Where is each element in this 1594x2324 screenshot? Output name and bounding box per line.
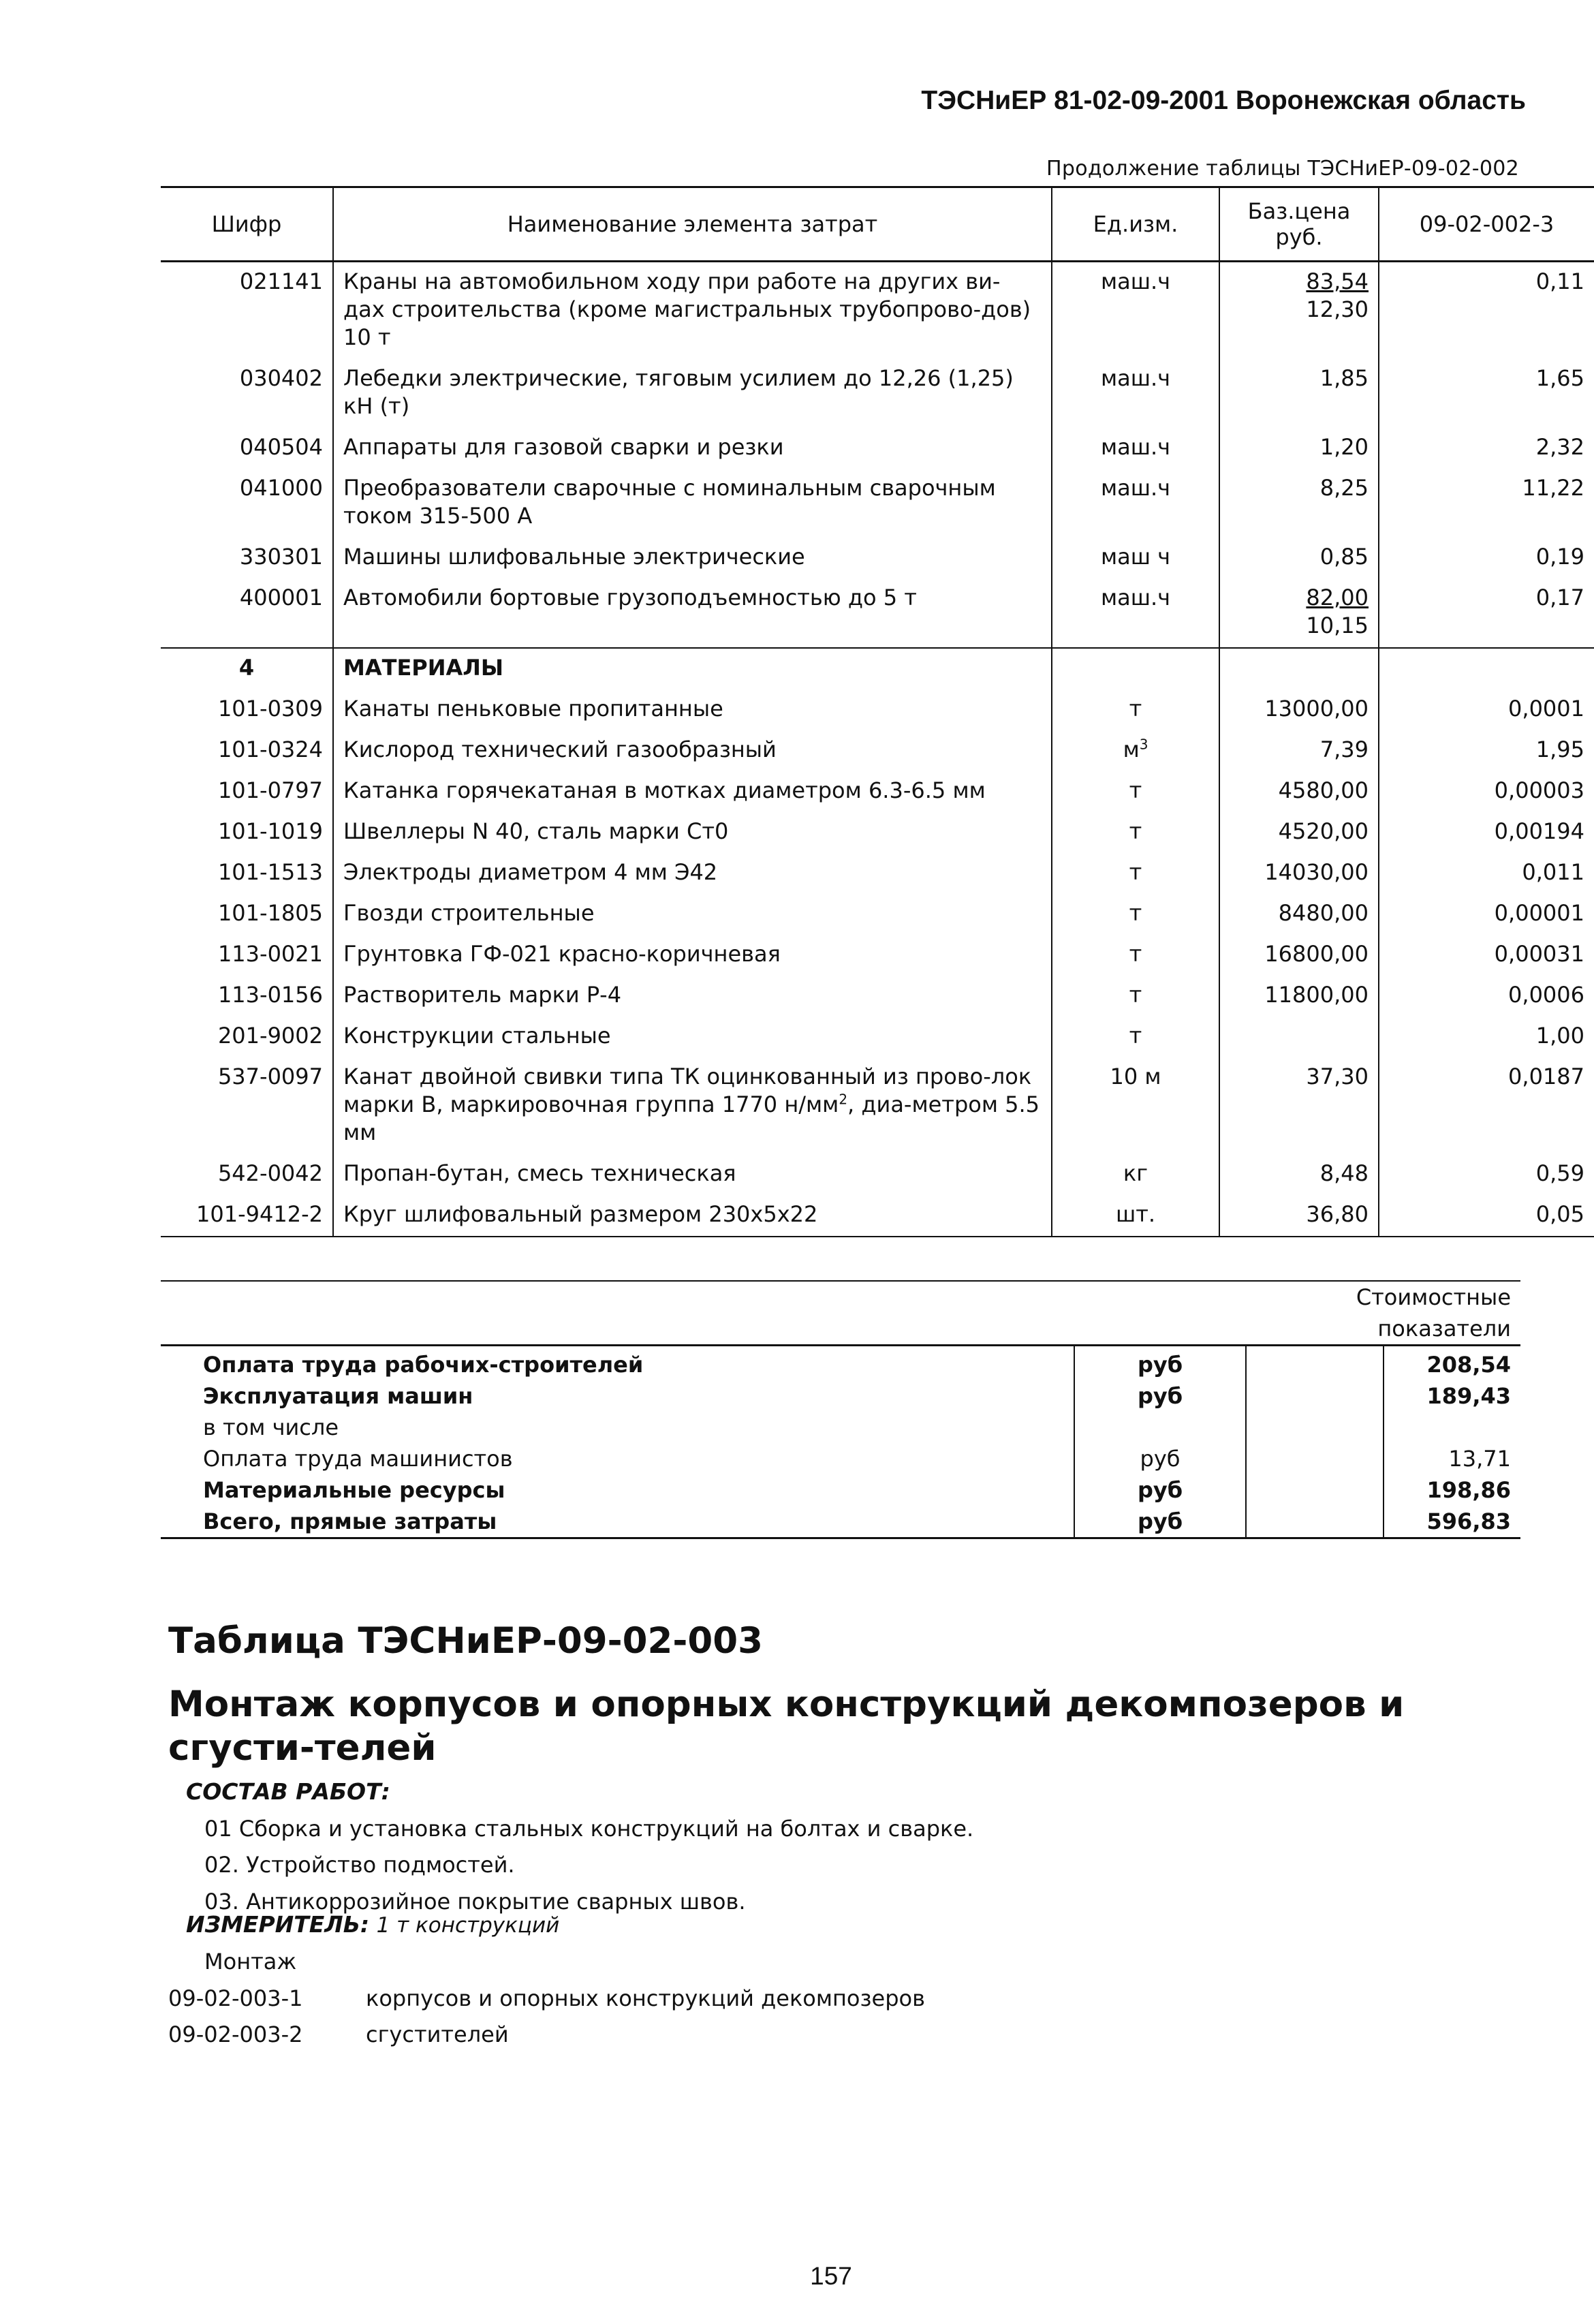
cell-code: 400001 xyxy=(161,578,333,648)
resources-table xyxy=(161,186,1594,1237)
cell-code: 101-0797 xyxy=(217,777,323,803)
cell-value: 0,17 xyxy=(1379,578,1594,648)
cell-name: Автомобили бортовые грузоподъемностью до 5 т xyxy=(333,578,1052,648)
cell-value: 1,00 xyxy=(1379,1017,1594,1057)
cell-name: Пропан-бутан, смесь техническая xyxy=(333,1154,1052,1195)
cell-unit: т xyxy=(1052,1017,1219,1057)
section-number: 4 xyxy=(238,655,255,681)
work-item: 01 Сборка и установка стальных конструкций на болтах и сварке. xyxy=(204,1816,974,1842)
cell-unit: шт. xyxy=(1052,1195,1219,1237)
summary-row xyxy=(161,1346,1520,1381)
cell-code: 101-1513 xyxy=(217,859,323,885)
cell-unit: 10 м xyxy=(1052,1057,1219,1154)
cell-unit: т xyxy=(1052,853,1219,894)
cell-code: 040504 xyxy=(239,434,323,460)
cell-value: 2,32 xyxy=(1379,428,1594,469)
cell-name: Швеллеры N 40, сталь марки Ст0 xyxy=(333,812,1052,853)
table-row xyxy=(161,976,1594,1017)
table-row xyxy=(161,935,1594,976)
summary-row xyxy=(161,1380,1520,1412)
cell-price: 8,48 xyxy=(1219,1154,1379,1195)
summary-row xyxy=(161,1443,1520,1474)
cell-value: 0,19 xyxy=(1379,538,1594,578)
summary-label: Эксплуатация машин xyxy=(203,1383,473,1409)
table-header-row xyxy=(161,187,1594,262)
section-table-title: Таблица ТЭСНиЕР-09-02-003 xyxy=(168,1620,763,1662)
cell-value: 0,05 xyxy=(1379,1195,1594,1237)
cell-price: 4520,00 xyxy=(1219,812,1379,853)
table-row xyxy=(161,1057,1594,1154)
cell-code: 113-0021 xyxy=(217,941,323,967)
cell-value: 0,00031 xyxy=(1379,935,1594,976)
cell-code: 101-1805 xyxy=(217,900,323,926)
summary-value: 189,43 xyxy=(1384,1380,1521,1412)
cell-code: 021141 xyxy=(239,268,323,294)
cell-code: 041000 xyxy=(239,475,323,501)
cell-price: 16800,00 xyxy=(1219,935,1379,976)
cell-code: 201-9002 xyxy=(217,1023,323,1049)
unit-text: м xyxy=(1123,737,1140,762)
unit-superscript: 3 xyxy=(1139,736,1148,753)
cell-price xyxy=(1219,1017,1379,1057)
cell-unit: маш.ч xyxy=(1052,578,1219,648)
table-row xyxy=(161,428,1594,469)
norm-description: корпусов и опорных конструкций декомпозеров xyxy=(366,1985,925,2011)
price-secondary: 10,15 xyxy=(1306,613,1369,638)
norm-code: 09-02-003-1 xyxy=(168,1985,303,2011)
cell-price: 36,80 xyxy=(1219,1195,1379,1237)
name-part-b: , диа-метром 5.5 мм xyxy=(343,1091,1040,1145)
summary-value: 13,71 xyxy=(1384,1443,1521,1474)
cell-unit xyxy=(1052,730,1219,771)
cell-unit: т xyxy=(1052,935,1219,976)
cell-price: 37,30 xyxy=(1219,1057,1379,1154)
table-row xyxy=(161,1195,1594,1237)
cell-price: 7,39 xyxy=(1219,730,1379,771)
summary-row xyxy=(161,1506,1520,1538)
table-row xyxy=(161,359,1594,428)
cell-price xyxy=(1219,578,1379,648)
cell-empty xyxy=(1219,648,1379,690)
summary-label: Материальные ресурсы xyxy=(203,1477,505,1503)
table-row xyxy=(161,469,1594,538)
price-secondary: 12,30 xyxy=(1306,296,1369,322)
norm-code-row xyxy=(168,1985,925,2011)
summary-caption-row xyxy=(161,1281,1520,1346)
summary-unit xyxy=(1074,1412,1246,1443)
cell-empty xyxy=(1246,1346,1384,1381)
cell-code: 101-1019 xyxy=(217,818,323,844)
measure-label: ИЗМЕРИТЕЛЬ: xyxy=(186,1911,370,1938)
cell-unit: т xyxy=(1052,894,1219,935)
cell-price: 13000,00 xyxy=(1219,690,1379,730)
cell-unit: маш.ч xyxy=(1052,359,1219,428)
cell-empty xyxy=(1074,1281,1246,1346)
cell-empty xyxy=(1246,1506,1384,1538)
summary-row xyxy=(161,1474,1520,1506)
cell-price: 11800,00 xyxy=(1219,976,1379,1017)
cell-name: Гвозди строительные xyxy=(333,894,1052,935)
cell-price: 1,20 xyxy=(1219,428,1379,469)
cell-unit: т xyxy=(1052,690,1219,730)
cell-name: Машины шлифовальные электрические xyxy=(333,538,1052,578)
cell-price: 8480,00 xyxy=(1219,894,1379,935)
summary-value: 596,83 xyxy=(1384,1506,1521,1538)
table-row xyxy=(161,812,1594,853)
summary-label: Оплата труда рабочих-строителей xyxy=(203,1352,644,1378)
name-superscript: 2 xyxy=(839,1091,848,1108)
cell-value: 11,22 xyxy=(1379,469,1594,538)
cell-value: 0,0187 xyxy=(1379,1057,1594,1154)
column-header-code: Шифр xyxy=(161,187,333,262)
table-row xyxy=(161,262,1594,360)
cell-name: Краны на автомобильном ходу при работе на других ви-дах строительства (кроме магистральных трубопрово-дов) 10 т xyxy=(333,262,1052,360)
table-row xyxy=(161,578,1594,648)
section-row xyxy=(161,648,1594,690)
cell-value: 0,00194 xyxy=(1379,812,1594,853)
cell-name: Электроды диаметром 4 мм Э42 xyxy=(333,853,1052,894)
name-part-a: Канат двойной свивки типа ТК оцинкованный из прово-лок марки В, маркировочная группа 1770 н/мм xyxy=(343,1064,1032,1117)
cell-value: 0,0006 xyxy=(1379,976,1594,1017)
table-row xyxy=(161,1017,1594,1057)
column-header-price: Баз.цена руб. xyxy=(1219,187,1379,262)
summary-unit: руб xyxy=(1074,1443,1246,1474)
table-row xyxy=(161,730,1594,771)
work-item: 03. Антикоррозийное покрытие сварных швов. xyxy=(204,1889,746,1915)
price-primary: 83,54 xyxy=(1306,268,1369,294)
table-row xyxy=(161,771,1594,812)
cell-price: 1,85 xyxy=(1219,359,1379,428)
page-number: 157 xyxy=(810,2262,852,2290)
cell-empty xyxy=(1246,1380,1384,1412)
measure-line xyxy=(186,1911,559,1938)
section-table-subtitle: Монтаж корпусов и опорных конструкций декомпозеров и сгусти-телей xyxy=(168,1684,1405,1769)
cell-name: Канаты пеньковые пропитанные xyxy=(333,690,1052,730)
cell-name: Грунтовка ГФ-021 красно-коричневая xyxy=(333,935,1052,976)
cell-empty xyxy=(1246,1474,1384,1506)
table-row xyxy=(161,538,1594,578)
cell-code: 537-0097 xyxy=(217,1064,323,1089)
cell-empty xyxy=(1246,1443,1384,1474)
table-row xyxy=(161,1154,1594,1195)
cell-value: 1,95 xyxy=(1379,730,1594,771)
cell-value: 0,00001 xyxy=(1379,894,1594,935)
cell-code: 101-0324 xyxy=(217,737,323,762)
cell-price: 8,25 xyxy=(1219,469,1379,538)
norm-description: сгустителей xyxy=(366,2021,509,2047)
cell-empty xyxy=(161,1281,1074,1346)
cell-unit: маш ч xyxy=(1052,538,1219,578)
summary-caption: Стоимостные показатели xyxy=(1246,1281,1520,1346)
cell-price: 14030,00 xyxy=(1219,853,1379,894)
summary-unit: руб xyxy=(1074,1506,1246,1538)
norm-code: 09-02-003-2 xyxy=(168,2021,303,2047)
cell-unit: кг xyxy=(1052,1154,1219,1195)
cell-name: Кислород технический газообразный xyxy=(333,730,1052,771)
cell-unit: т xyxy=(1052,771,1219,812)
document-header: ТЭСНиЕР 81-02-09-2001 Воронежская область xyxy=(921,86,1526,115)
cell-value: 0,0001 xyxy=(1379,690,1594,730)
cell-unit: т xyxy=(1052,812,1219,853)
measure-value: 1 т конструкций xyxy=(376,1913,560,1938)
cell-value: 0,59 xyxy=(1379,1154,1594,1195)
summary-label: в том числе xyxy=(203,1414,339,1440)
summary-label: Всего, прямые затраты xyxy=(161,1506,1074,1538)
cell-name: Конструкции стальные xyxy=(333,1017,1052,1057)
cell-unit: маш.ч xyxy=(1052,469,1219,538)
norm-code-row xyxy=(168,2021,509,2047)
cell-name: Преобразователи сварочные с номинальным сварочным током 315-500 А xyxy=(333,469,1052,538)
cell-code: 030402 xyxy=(239,365,323,391)
cell-code: 101-0309 xyxy=(217,696,323,722)
column-header-name: Наименование элемента затрат xyxy=(333,187,1052,262)
cell-empty xyxy=(1379,648,1594,690)
table-continuation-caption: Продолжение таблицы ТЭСНиЕР-09-02-002 xyxy=(1046,157,1519,181)
summary-value: 198,86 xyxy=(1384,1474,1521,1506)
cell-empty xyxy=(1052,648,1219,690)
cell-code: 542-0042 xyxy=(217,1160,323,1186)
table-row xyxy=(161,853,1594,894)
summary-value: 208,54 xyxy=(1384,1346,1521,1381)
cell-unit: маш.ч xyxy=(1052,428,1219,469)
summary-label: Оплата труда машинистов xyxy=(203,1446,513,1472)
cell-name: Круг шлифовальный размером 230х5х22 xyxy=(333,1195,1052,1237)
cell-empty xyxy=(1246,1412,1384,1443)
cell-unit: маш.ч xyxy=(1052,262,1219,360)
cell-price: 0,85 xyxy=(1219,538,1379,578)
cell-name xyxy=(333,1057,1052,1154)
cell-unit: т xyxy=(1052,976,1219,1017)
composition-of-works-label: СОСТАВ РАБОТ: xyxy=(186,1778,390,1805)
summary-row xyxy=(161,1412,1520,1443)
summary-value xyxy=(1384,1412,1521,1443)
cell-name: Растворитель марки Р-4 xyxy=(333,976,1052,1017)
column-header-unit: Ед.изм. xyxy=(1052,187,1219,262)
summary-unit: руб xyxy=(1074,1380,1246,1412)
cell-code: 113-0156 xyxy=(217,982,323,1008)
cell-name: Катанка горячекатаная в мотках диаметром 6.3-6.5 мм xyxy=(333,771,1052,812)
cost-summary-table xyxy=(161,1280,1520,1539)
cell-code: 330301 xyxy=(239,544,323,570)
cell-value: 0,11 xyxy=(1379,262,1594,360)
cell-price: 4580,00 xyxy=(1219,771,1379,812)
summary-unit: руб xyxy=(1074,1474,1246,1506)
price-primary: 82,00 xyxy=(1306,585,1369,610)
cell-value: 1,65 xyxy=(1379,359,1594,428)
cell-price xyxy=(1219,262,1379,360)
summary-unit: руб xyxy=(1074,1346,1246,1381)
work-item: 02. Устройство подмостей. xyxy=(204,1852,515,1878)
cell-code: 101-9412-2 xyxy=(161,1195,333,1237)
montazh-label: Монтаж xyxy=(204,1949,297,1974)
cell-value: 0,00003 xyxy=(1379,771,1594,812)
cell-value: 0,011 xyxy=(1379,853,1594,894)
table-row xyxy=(161,690,1594,730)
table-row xyxy=(161,894,1594,935)
section-title: МАТЕРИАЛЫ xyxy=(333,648,1052,690)
cell-name: Лебедки электрические, тяговым усилием до 12,26 (1,25) кН (т) xyxy=(333,359,1052,428)
column-header-norm: 09-02-002-3 xyxy=(1379,187,1594,262)
cell-name: Аппараты для газовой сварки и резки xyxy=(333,428,1052,469)
